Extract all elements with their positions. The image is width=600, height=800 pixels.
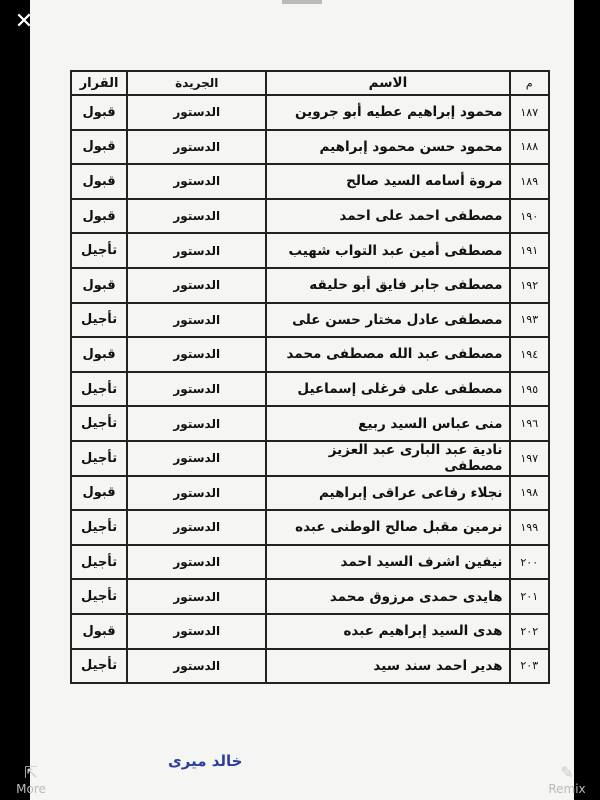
row-paper: الدستور: [127, 95, 266, 130]
row-paper: الدستور: [127, 545, 266, 580]
row-decision: قبول: [71, 337, 127, 372]
remix-label: Remix: [548, 782, 586, 796]
row-num: ١٩٥: [510, 372, 549, 407]
table-row: [71, 337, 549, 372]
row-decision: قبول: [71, 476, 127, 511]
row-decision: تأجيل: [71, 406, 127, 441]
row-num: ١٩٩: [510, 510, 549, 545]
header-name: الاسم: [266, 71, 509, 95]
row-paper: الدستور: [127, 268, 266, 303]
row-decision: قبول: [71, 130, 127, 165]
results-table: [70, 70, 550, 684]
row-name: مصطفى احمد على احمد: [266, 199, 509, 234]
table-row: [71, 164, 549, 199]
remix-icon: ✎: [560, 763, 574, 782]
row-name: هدى السيد إبراهيم عبده: [266, 614, 509, 649]
header-num: م: [510, 71, 549, 95]
row-num: ١٩٢: [510, 268, 549, 303]
row-decision: تأجيل: [71, 372, 127, 407]
row-name: مصطفى عادل مختار حسن على: [266, 303, 509, 338]
table-row: [71, 406, 549, 441]
row-decision: قبول: [71, 164, 127, 199]
row-paper: الدستور: [127, 233, 266, 268]
row-name: مصطفى عبد الله مصطفى محمد: [266, 337, 509, 372]
row-name: نادية عبد البارى عبد العزيز مصطفى: [266, 441, 509, 476]
row-paper: الدستور: [127, 441, 266, 476]
row-num: ١٩٠: [510, 199, 549, 234]
top-edge-mark: [282, 0, 322, 4]
row-num: ١٩٧: [510, 441, 549, 476]
table-row: [71, 545, 549, 580]
table-row: [71, 510, 549, 545]
row-num: ١٩٨: [510, 476, 549, 511]
row-num: ٢٠١: [510, 579, 549, 614]
row-decision: تأجيل: [71, 233, 127, 268]
row-paper: الدستور: [127, 579, 266, 614]
row-num: ١٨٧: [510, 95, 549, 130]
row-paper: الدستور: [127, 510, 266, 545]
row-paper: الدستور: [127, 337, 266, 372]
table-row: [71, 441, 549, 476]
row-paper: الدستور: [127, 476, 266, 511]
viewer-bottom-bar: [0, 760, 600, 800]
row-decision: تأجيل: [71, 649, 127, 684]
table-row: [71, 579, 549, 614]
row-num: ١٩٣: [510, 303, 549, 338]
row-decision: تأجيل: [71, 303, 127, 338]
row-decision: تأجيل: [71, 510, 127, 545]
row-decision: قبول: [71, 199, 127, 234]
row-paper: الدستور: [127, 303, 266, 338]
row-name: نجلاء رفاعى عراقى إبراهيم: [266, 476, 509, 511]
table-row: [71, 95, 549, 130]
table-row: [71, 303, 549, 338]
table-row: [71, 233, 549, 268]
row-paper: الدستور: [127, 164, 266, 199]
table-row: [71, 130, 549, 165]
row-num: ١٩٤: [510, 337, 549, 372]
row-paper: الدستور: [127, 199, 266, 234]
more-button[interactable]: [6, 764, 56, 796]
row-paper: الدستور: [127, 406, 266, 441]
close-icon[interactable]: ✕: [14, 9, 34, 34]
row-paper: الدستور: [127, 372, 266, 407]
more-label: More: [16, 782, 46, 796]
table-header-row: [71, 71, 549, 95]
row-name: مصطفى على فرغلى إسماعيل: [266, 372, 509, 407]
header-decision: القرار: [71, 71, 127, 95]
table-row: [71, 199, 549, 234]
row-name: مصطفى أمين عبد التواب شهيب: [266, 233, 509, 268]
row-decision: تأجيل: [71, 441, 127, 476]
table-row: [71, 372, 549, 407]
row-decision: قبول: [71, 95, 127, 130]
row-paper: الدستور: [127, 130, 266, 165]
row-name: مصطفى جابر فايق أبو حليقه: [266, 268, 509, 303]
row-paper: الدستور: [127, 649, 266, 684]
row-num: ٢٠٠: [510, 545, 549, 580]
row-name: هدير احمد سند سيد: [266, 649, 509, 684]
table-row: [71, 476, 549, 511]
row-name: محمود إبراهيم عطيه أبو جروين: [266, 95, 509, 130]
row-num: ٢٠٢: [510, 614, 549, 649]
row-paper: الدستور: [127, 614, 266, 649]
row-num: ٢٠٣: [510, 649, 549, 684]
row-name: منى عباس السيد ربيع: [266, 406, 509, 441]
signature: خالد ميرى: [168, 752, 243, 770]
row-num: ١٩٦: [510, 406, 549, 441]
row-decision: تأجيل: [71, 545, 127, 580]
row-num: ١٩١: [510, 233, 549, 268]
row-name: محمود حسن محمود إبراهيم: [266, 130, 509, 165]
more-icon: ⇱: [24, 763, 38, 782]
row-name: نرمين مقبل صالح الوطنى عبده: [266, 510, 509, 545]
remix-button[interactable]: [542, 764, 592, 796]
row-name: نيفين اشرف السيد احمد: [266, 545, 509, 580]
row-decision: قبول: [71, 268, 127, 303]
row-num: ١٨٩: [510, 164, 549, 199]
row-decision: قبول: [71, 614, 127, 649]
row-name: مروة أسامه السيد صالح: [266, 164, 509, 199]
table-row: [71, 268, 549, 303]
row-name: هايدى حمدى مرزوق محمد: [266, 579, 509, 614]
table-row: [71, 649, 549, 684]
row-decision: تأجيل: [71, 579, 127, 614]
row-num: ١٨٨: [510, 130, 549, 165]
header-paper: الجريدة: [127, 71, 266, 95]
table-row: [71, 614, 549, 649]
